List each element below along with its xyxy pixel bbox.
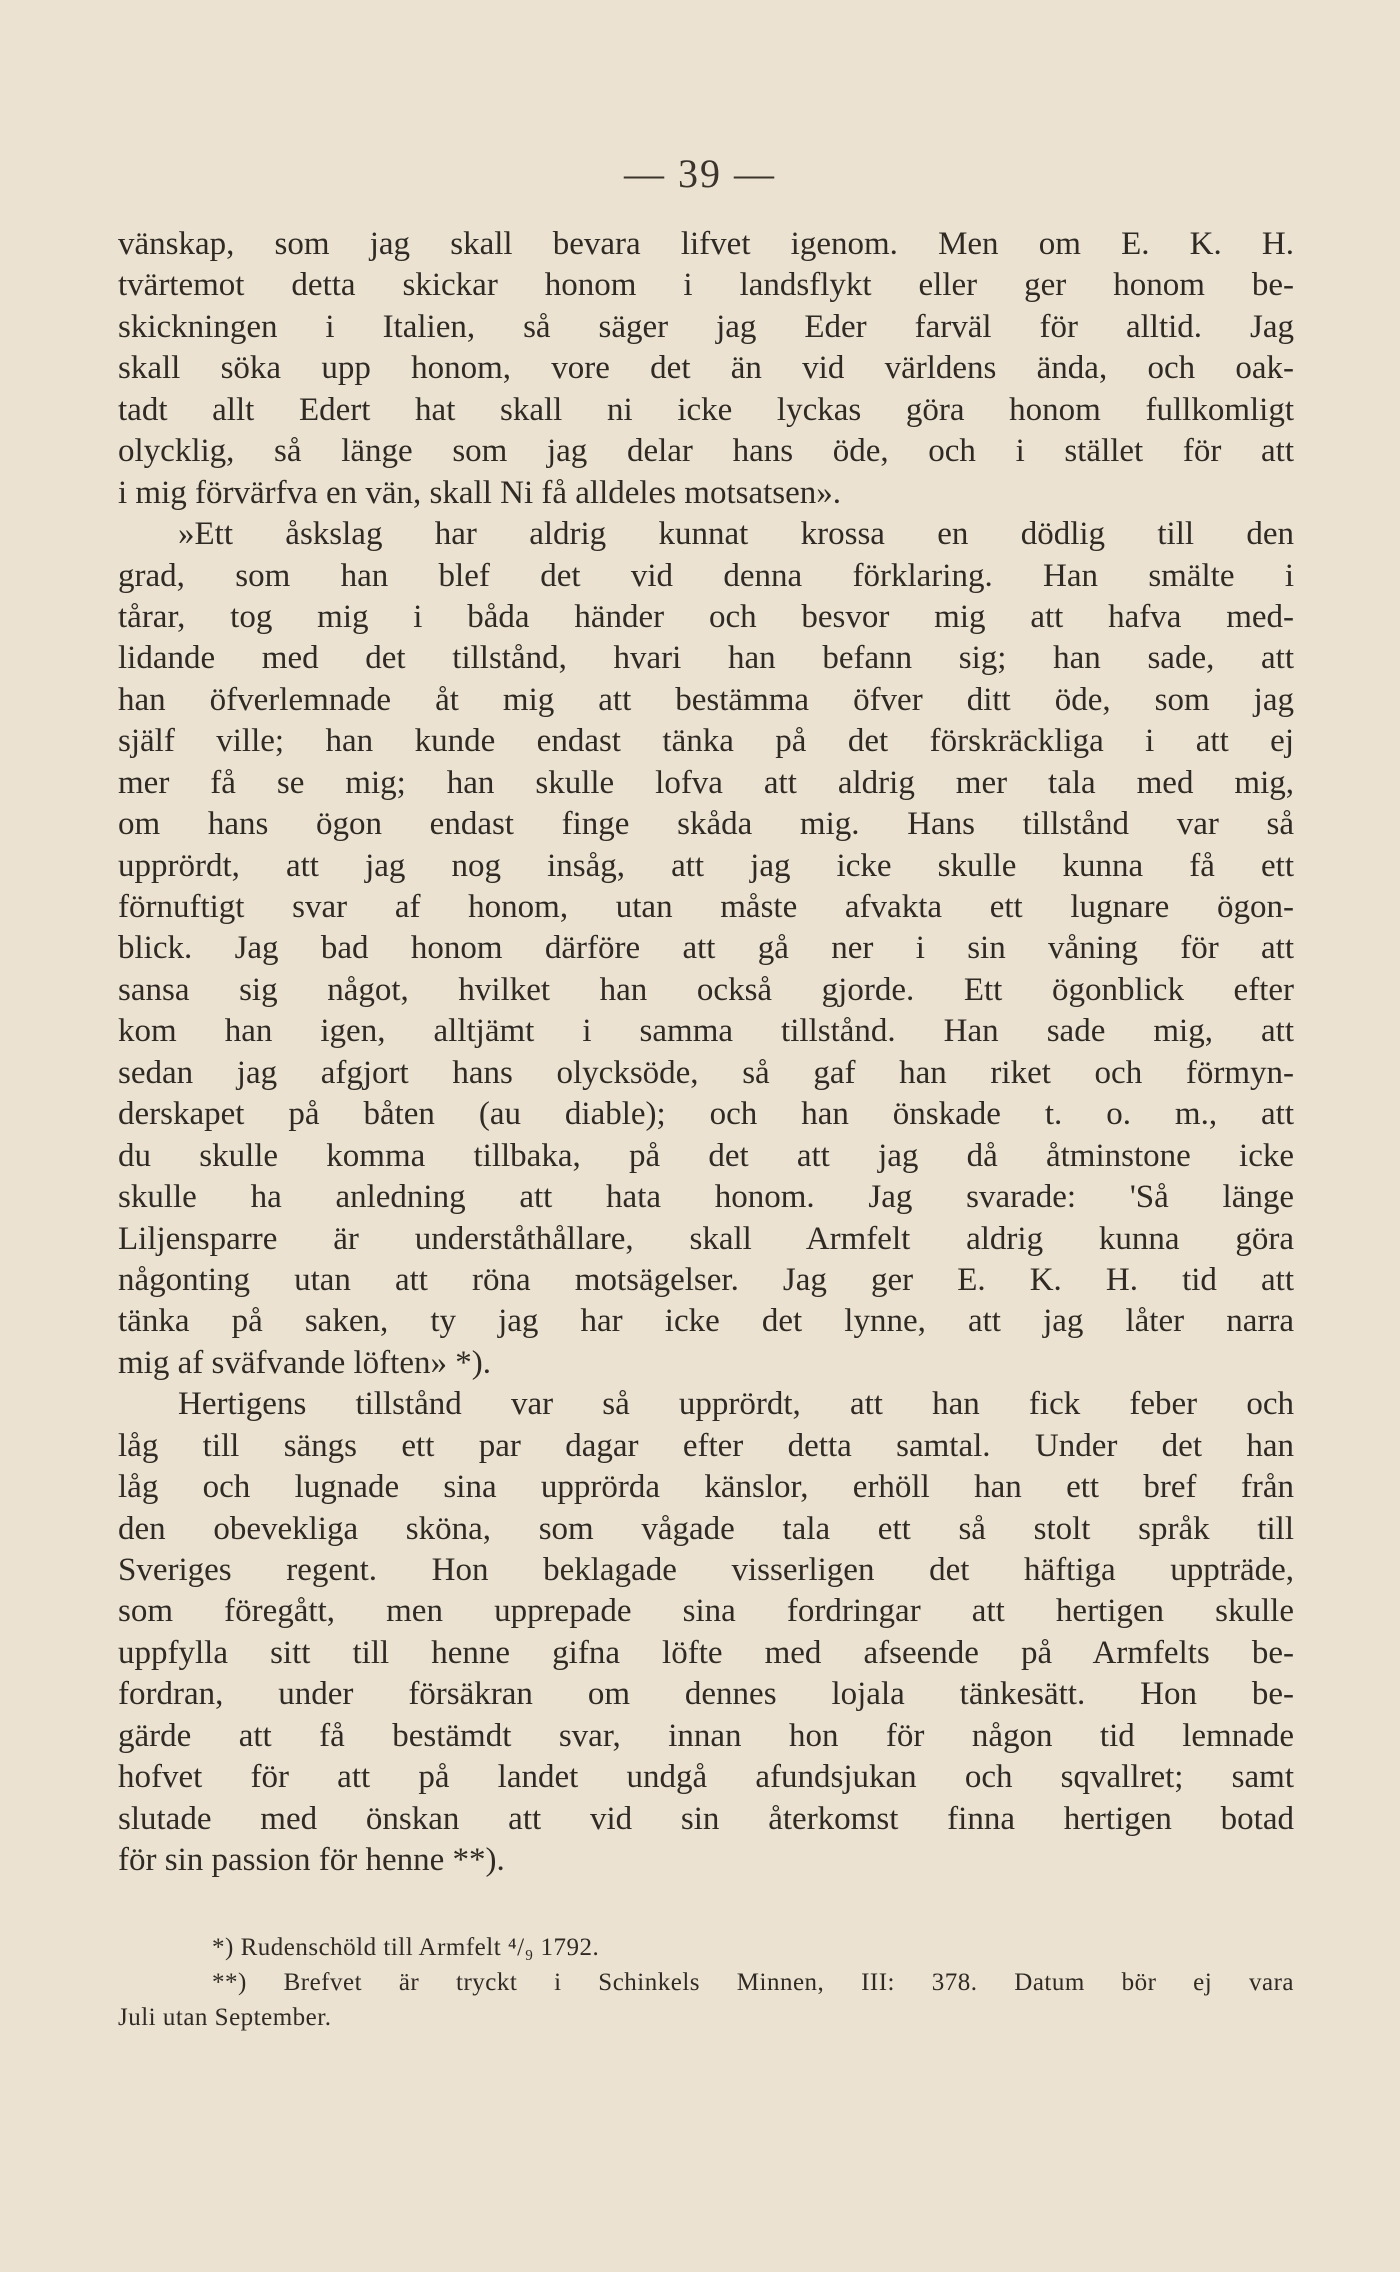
text-line: Sveriges regent. Hon beklagade visserligen det häftiga uppträde, (118, 1552, 1294, 1588)
text-line: förnuftigt svar af honom, utan måste afvakta ett lugnare ögon- (118, 889, 1294, 925)
text-line: skall söka upp honom, vore det än vid världens ända, och oak- (118, 350, 1294, 387)
text-line: »Ett åskslag har aldrig kunnat krossa en dödlig till den (178, 516, 1294, 553)
text-line: olycklig, så länge som jag delar hans öde, och i stället för att (118, 433, 1294, 470)
text-line: uppfylla sitt till henne gifna löfte med afseende på Armfelts be- (118, 1634, 1294, 1671)
footnote-line: *) Rudenschöld till Armfelt ⁴/₉ 1792. (212, 1934, 600, 1961)
footnote-line: Juli utan September. (118, 2004, 332, 2031)
text-line: lidande med det tillstånd, hvari han befann sig; han sade, att (118, 640, 1294, 677)
footnote-line: **) Brefvet är tryckt i Schinkels Minnen, III: 378. Datum bör ej vara (212, 1969, 1294, 1996)
text-line: tänka på saken, ty jag har icke det lynne, att jag låter narra (118, 1303, 1294, 1340)
text-line: tvärtemot detta skickar honom i landsflykt eller ger honom be- (118, 267, 1294, 304)
text-line: Hertigens tillstånd var så upprördt, att han fick feber och (178, 1386, 1294, 1423)
text-line: blick. Jag bad honom därföre att gå ner i sin våning för att (118, 930, 1294, 967)
footnotes (118, 1930, 1294, 2035)
text-line: som föregått, men upprepade sina fordringar att hertigen skulle (118, 1593, 1294, 1630)
text-line: kom han igen, alltjämt i samma tillstånd. Han sade mig, att (118, 1013, 1294, 1050)
text-line: skulle ha anledning att hata honom. Jag svarade: 'Så länge (118, 1179, 1294, 1216)
text-line: låg till sängs ett par dagar efter detta samtal. Under det han (118, 1427, 1294, 1464)
text-line: du skulle komma tillbaka, på det att jag då åtminstone icke (118, 1137, 1294, 1174)
text-line: grad, som han blef det vid denna förklaring. Han smälte i (118, 557, 1294, 594)
text-line: sansa sig något, hvilket han också gjorde. Ett ögonblick efter (118, 971, 1294, 1008)
text-line: om hans ögon endast finge skåda mig. Hans tillstånd var så (118, 806, 1294, 843)
text-line: den obevekliga sköna, som vågade tala ett så stolt språk till (118, 1510, 1294, 1547)
text-line: slutade med önskan att vid sin återkomst finna hertigen botad (118, 1800, 1294, 1837)
text-line: för sin passion för henne **). (118, 1842, 505, 1879)
text-line: Liljensparre är underståthållare, skall Armfelt aldrig kunna göra (118, 1220, 1294, 1257)
text-line: upprördt, att jag nog insåg, att jag icke skulle kunna få ett (118, 847, 1294, 884)
text-line: skickningen i Italien, så säger jag Eder farväl för alltid. Jag (118, 308, 1294, 345)
text-line: mig af sväfvande löften» *). (118, 1344, 491, 1381)
page-number: — 39 — (624, 151, 776, 196)
body-text (118, 224, 1294, 1882)
text-line: derskapet på båten (au diable); och han önskade t. o. m., att (118, 1096, 1294, 1133)
text-line: själf ville; han kunde endast tänka på det förskräckliga i att ej (118, 723, 1294, 760)
text-line: någonting utan att röna motsägelser. Jag ger E. K. H. tid att (118, 1261, 1294, 1298)
text-line: mer få se mig; han skulle lofva att aldrig mer tala med mig, (118, 764, 1294, 801)
text-line: vänskap, som jag skall bevara lifvet igenom. Men om E. K. H. (118, 226, 1294, 262)
text-line: sedan jag afgjort hans olycksöde, så gaf han riket och förmyn- (118, 1054, 1294, 1091)
text-line: tadt allt Edert hat skall ni icke lyckas göra honom fullkomligt (118, 391, 1294, 428)
text-line: tårar, tog mig i båda händer och besvor mig att hafva med- (118, 598, 1294, 635)
text-line: gärde att få bestämdt svar, innan hon för någon tid lemnade (118, 1717, 1294, 1754)
text-line: i mig förvärfva en vän, skall Ni få alldeles motsatsen». (118, 474, 842, 511)
text-line: hofvet för att på landet undgå afundsjukan och sqvallret; samt (118, 1759, 1294, 1796)
text-line: låg och lugnade sina upprörda känslor, erhöll han ett bref från (118, 1469, 1294, 1506)
text-line: han öfverlemnade åt mig att bestämma öfver ditt öde, som jag (118, 681, 1294, 718)
text-line: fordran, under försäkran om dennes lojala tänkesätt. Hon be- (118, 1676, 1294, 1713)
